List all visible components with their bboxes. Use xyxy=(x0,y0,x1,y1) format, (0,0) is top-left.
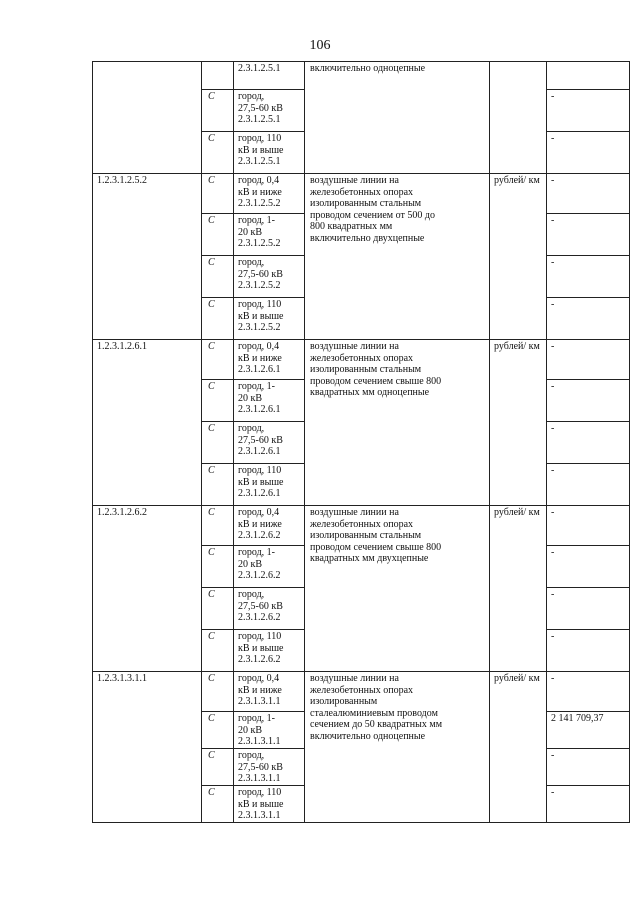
zone-line: кВ и ниже xyxy=(238,518,282,530)
value-cell: - xyxy=(547,132,630,174)
table-row xyxy=(93,340,630,380)
zone-line: кВ и ниже xyxy=(238,352,282,364)
value-cell: - xyxy=(547,630,630,672)
zone-line: 2.3.1.3.1.1 xyxy=(238,696,281,707)
zone-line: город, 110 xyxy=(238,133,282,144)
value-cell: - xyxy=(547,749,630,786)
zone-cell xyxy=(234,340,305,380)
zone-line: 2.3.1.2.6.1 xyxy=(238,404,281,415)
value-cell: - xyxy=(547,340,630,380)
zone-line: 2.3.1.2.5.1 xyxy=(238,114,281,125)
description-line: 800 квадратных мм xyxy=(310,221,393,232)
zone-cell xyxy=(234,749,305,786)
letter-cell: С xyxy=(202,174,234,214)
code-cell: 1.2.3.1.2.5.2 xyxy=(93,174,202,340)
zone-line: город, 110 xyxy=(238,465,282,476)
description-line: воздушные линии на xyxy=(310,507,399,518)
value-cell: - xyxy=(547,546,630,588)
unit-cell: рублей/ км xyxy=(490,174,547,340)
zone-line: 2.3.1.2.6.2 xyxy=(238,570,281,581)
table-row xyxy=(93,506,630,546)
value-cell: - xyxy=(547,174,630,214)
letter-cell: С xyxy=(202,256,234,298)
zone-line: кВ и ниже xyxy=(238,684,282,696)
description-line: проводом сечением свыше 800 xyxy=(310,541,442,553)
zone-line: город, 0,4 xyxy=(238,673,280,684)
zone-line: город, 1- xyxy=(238,547,275,558)
zone-line: 2.3.1.2.5.2 xyxy=(238,238,281,249)
value-cell: - xyxy=(547,588,630,630)
zone-cell xyxy=(234,132,305,174)
code-cell: 1.2.3.1.3.1.1 xyxy=(93,672,202,823)
zone-line: 27,5-60 кВ xyxy=(238,102,283,114)
zone-line: 27,5-60 кВ xyxy=(238,761,283,773)
description-line: включительно одноцепные xyxy=(310,730,426,742)
description-line: железобетонных опорах xyxy=(310,352,414,364)
unit-cell xyxy=(490,62,547,174)
zone-cell xyxy=(234,712,305,749)
value-cell: - xyxy=(547,214,630,256)
zone-cell xyxy=(234,546,305,588)
description-line: проводом сечением свыше 800 xyxy=(310,375,442,387)
letter-cell: С xyxy=(202,340,234,380)
zone-line: город, xyxy=(238,91,265,102)
description-line: квадратных мм одноцепные xyxy=(310,387,430,398)
zone-line: 27,5-60 кВ xyxy=(238,434,283,446)
zone-cell xyxy=(234,256,305,298)
zone-line: город, xyxy=(238,750,265,761)
zone-line: 2.3.1.2.6.1 xyxy=(238,364,281,375)
table-row xyxy=(93,62,630,90)
zone-line: кВ и выше xyxy=(238,476,284,488)
letter-cell xyxy=(202,62,234,90)
zone-line: 20 кВ xyxy=(238,724,263,736)
value-cell: - xyxy=(547,256,630,298)
value-cell: - xyxy=(547,380,630,422)
letter-cell: С xyxy=(202,90,234,132)
zone-line: 27,5-60 кВ xyxy=(238,268,283,280)
value-cell: - xyxy=(547,422,630,464)
zone-cell xyxy=(234,672,305,712)
letter-cell: С xyxy=(202,630,234,672)
letter-cell: С xyxy=(202,749,234,786)
zone-line: 2.3.1.2.6.1 xyxy=(238,446,281,457)
zone-cell xyxy=(234,464,305,506)
zone-cell xyxy=(234,506,305,546)
zone-line: 20 кВ xyxy=(238,558,263,570)
description-cell xyxy=(305,672,490,823)
zone-line: город, 0,4 xyxy=(238,507,280,518)
description-line: проводом сечением от 500 до xyxy=(310,209,435,221)
description-cell xyxy=(305,62,490,174)
description-line: железобетонных опорах xyxy=(310,518,414,530)
zone-line: город, 0,4 xyxy=(238,175,280,186)
letter-cell: С xyxy=(202,380,234,422)
description-line: железобетонных опорах xyxy=(310,186,414,198)
zone-line: 2.3.1.2.5.2 xyxy=(238,280,281,291)
zone-cell xyxy=(234,62,305,90)
zone-cell xyxy=(234,298,305,340)
zone-cell xyxy=(234,380,305,422)
letter-cell: С xyxy=(202,546,234,588)
description-line: включительно двухцепные xyxy=(310,232,425,244)
description-line: воздушные линии на xyxy=(310,341,399,352)
zone-line: кВ и выше xyxy=(238,642,284,654)
zone-cell xyxy=(234,786,305,823)
zone-line: город, 110 xyxy=(238,631,282,642)
zone-line: город, 1- xyxy=(238,381,275,392)
zone-cell xyxy=(234,588,305,630)
letter-cell: С xyxy=(202,712,234,749)
letter-cell: С xyxy=(202,588,234,630)
description-line: изолированным стальным xyxy=(310,364,422,375)
rates-table-body xyxy=(93,62,630,823)
zone-cell xyxy=(234,174,305,214)
value-cell xyxy=(547,62,630,90)
zone-line: 2.3.1.2.5.2 xyxy=(238,322,281,333)
value-cell: - xyxy=(547,786,630,823)
description-line: квадратных мм двухцепные xyxy=(310,553,429,564)
zone-line: город, xyxy=(238,589,265,600)
description-line: изолированным xyxy=(310,696,378,707)
description-line: воздушные линии на xyxy=(310,175,399,186)
unit-cell: рублей/ км xyxy=(490,340,547,506)
zone-line: кВ и выше xyxy=(238,144,284,156)
zone-line: город, xyxy=(238,423,265,434)
page-number: 106 xyxy=(309,38,331,53)
letter-cell: С xyxy=(202,464,234,506)
zone-line: кВ и выше xyxy=(238,798,284,810)
unit-cell: рублей/ км xyxy=(490,672,547,823)
zone-line: 2.3.1.2.6.2 xyxy=(238,654,281,665)
zone-cell xyxy=(234,90,305,132)
description-line: воздушные линии на xyxy=(310,673,399,684)
zone-line: город, 1- xyxy=(238,713,275,724)
unit-cell: рублей/ км xyxy=(490,506,547,672)
code-cell xyxy=(93,62,202,174)
value-cell: 2 141 709,37 xyxy=(547,712,630,749)
description-line: железобетонных опорах xyxy=(310,684,414,696)
zone-line: 2.3.1.2.5.1 xyxy=(238,156,281,167)
code-cell: 1.2.3.1.2.6.2 xyxy=(93,506,202,672)
zone-line: город, 1- xyxy=(238,215,275,226)
zone-line: кВ и выше xyxy=(238,310,284,322)
description-line: изолированным стальным xyxy=(310,198,422,209)
zone-line: 2.3.1.2.6.2 xyxy=(238,612,281,623)
table-row xyxy=(93,174,630,214)
letter-cell: С xyxy=(202,672,234,712)
letter-cell: С xyxy=(202,506,234,546)
letter-cell: С xyxy=(202,422,234,464)
description-line: сечением до 50 квадратных мм xyxy=(310,719,443,730)
letter-cell: С xyxy=(202,132,234,174)
zone-line: 2.3.1.3.1.1 xyxy=(238,810,281,821)
description-line: сталеалюминиевым проводом xyxy=(310,707,438,719)
zone-line: 2.3.1.2.5.1 xyxy=(238,63,281,74)
zone-line: 20 кВ xyxy=(238,392,263,404)
zone-line: 2.3.1.2.6.1 xyxy=(238,488,281,499)
value-cell: - xyxy=(547,90,630,132)
zone-line: город, 110 xyxy=(238,299,282,310)
table-row xyxy=(93,672,630,712)
letter-cell: С xyxy=(202,298,234,340)
zone-line: город, xyxy=(238,257,265,268)
zone-cell xyxy=(234,630,305,672)
value-cell: - xyxy=(547,672,630,712)
letter-cell: С xyxy=(202,786,234,823)
rates-table xyxy=(92,61,630,823)
description-cell xyxy=(305,506,490,672)
letter-cell: С xyxy=(202,214,234,256)
code-cell: 1.2.3.1.2.6.1 xyxy=(93,340,202,506)
zone-cell xyxy=(234,214,305,256)
zone-line: город, 0,4 xyxy=(238,341,280,352)
zone-line: 27,5-60 кВ xyxy=(238,600,283,612)
zone-line: кВ и ниже xyxy=(238,186,282,198)
description-cell xyxy=(305,174,490,340)
value-cell: - xyxy=(547,298,630,340)
description-cell xyxy=(305,340,490,506)
zone-line: 2.3.1.3.1.1 xyxy=(238,773,281,784)
value-cell: - xyxy=(547,464,630,506)
zone-line: 2.3.1.2.6.2 xyxy=(238,530,281,541)
value-cell: - xyxy=(547,506,630,546)
zone-line: город, 110 xyxy=(238,787,282,798)
zone-line: 20 кВ xyxy=(238,226,263,238)
description-line: включительно одноцепные xyxy=(310,63,426,74)
zone-line: 2.3.1.3.1.1 xyxy=(238,736,281,747)
description-line: изолированным стальным xyxy=(310,530,422,541)
zone-line: 2.3.1.2.5.2 xyxy=(238,198,281,209)
zone-cell xyxy=(234,422,305,464)
